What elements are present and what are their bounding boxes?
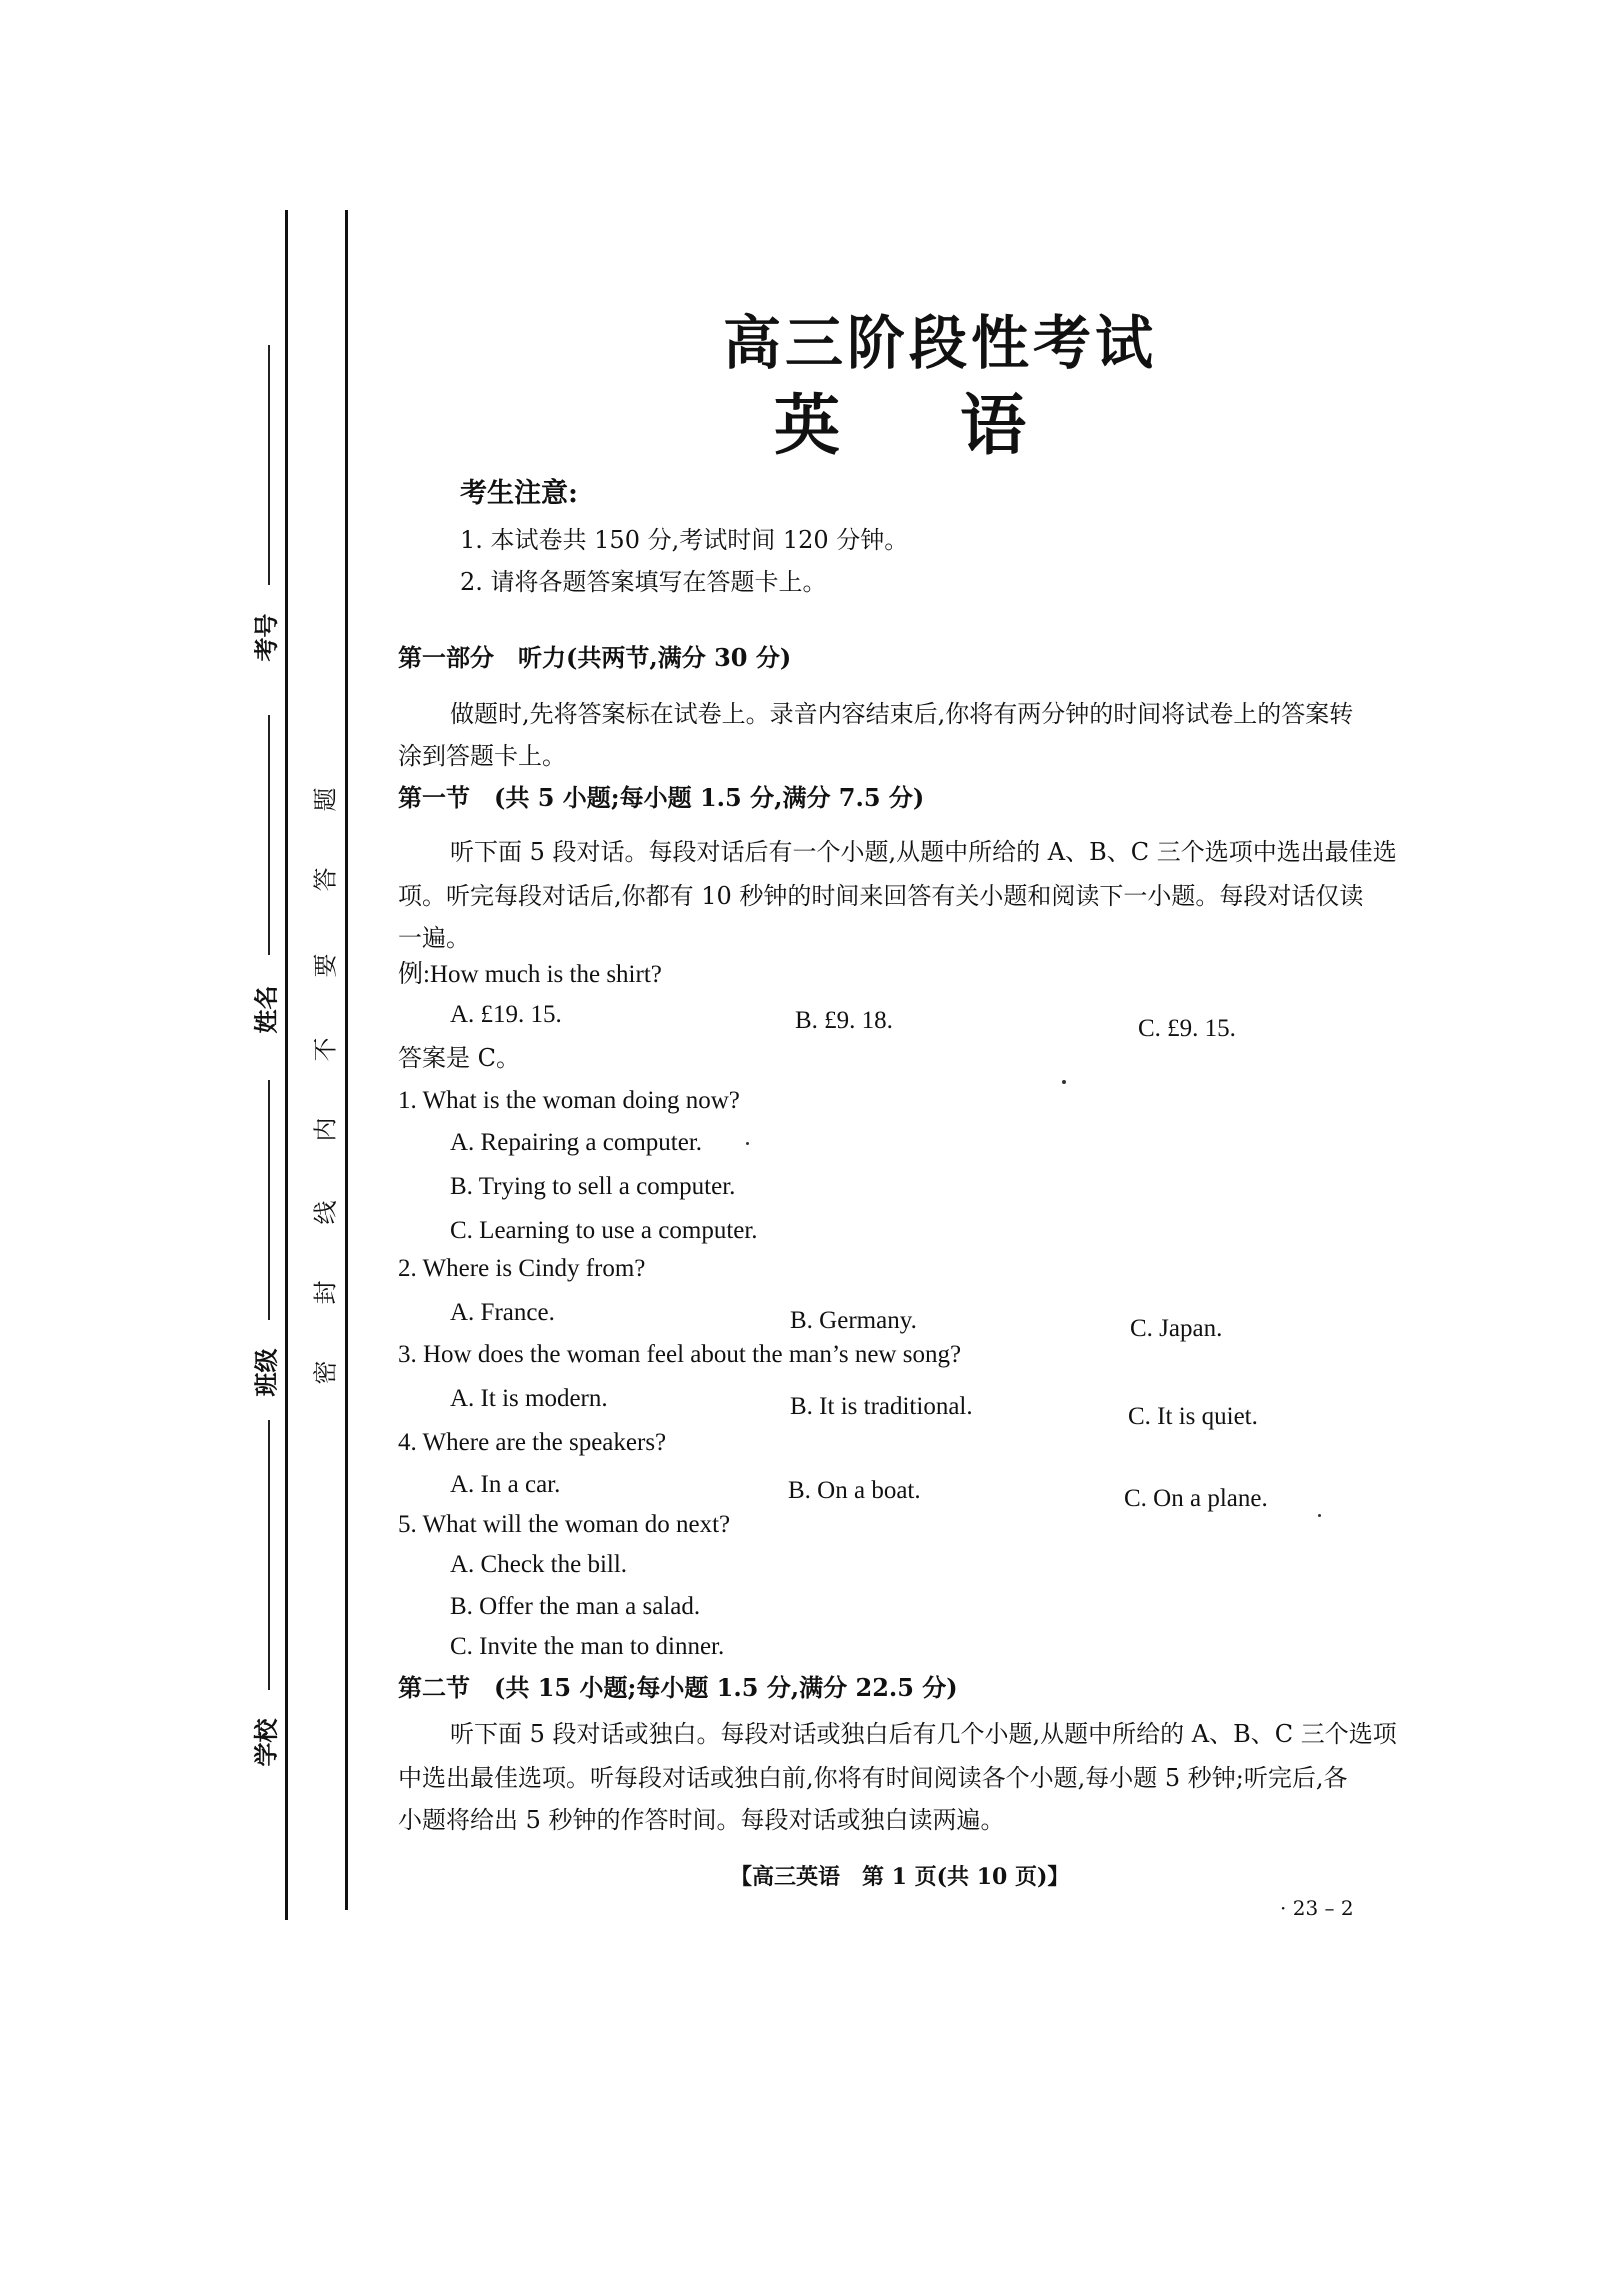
binding-line-outer — [285, 210, 288, 1920]
example-answer: 答案是 C。 — [398, 1044, 520, 1072]
seal-char: 封 — [311, 1280, 340, 1305]
q2-option-b: B. Germany. — [790, 1307, 917, 1334]
q5-option-c: C. Invite the man to dinner. — [450, 1633, 725, 1660]
section2-intro: 中选出最佳选项。听每段对话或独白前,你将有时间阅读各个小题,每小题 5 秒钟;听完后,各 — [398, 1764, 1348, 1792]
q3-option-b: B. It is traditional. — [790, 1393, 973, 1420]
example-option-b: B. £9. 18. — [795, 1007, 893, 1034]
notice-item: 2. 请将各题答案填写在答题卡上。 — [460, 568, 827, 596]
section1-heading: 第一节 (共 5 小题;每小题 1.5 分,满分 7.5 分) — [398, 783, 925, 812]
question-5: 5. What will the woman do next? — [398, 1511, 731, 1538]
scan-speck — [1062, 1080, 1066, 1084]
name-label: 姓名 — [251, 985, 281, 1034]
q2-option-a: A. France. — [450, 1299, 555, 1326]
q5-option-b: B. Offer the man a salad. — [450, 1593, 701, 1620]
exam-number-label: 考号 — [251, 613, 281, 662]
seal-char: 答 — [311, 867, 340, 892]
q4-option-c: C. On a plane. — [1124, 1485, 1268, 1512]
scan-speck — [1318, 1514, 1321, 1517]
question-2: 2. Where is Cindy from? — [398, 1255, 646, 1282]
q2-option-c: C. Japan. — [1130, 1315, 1223, 1342]
example-question: 例:How much is the shirt? — [398, 961, 662, 988]
section1-intro: 听下面 5 段对话。每段对话后有一个小题,从题中所给的 A、B、C 三个选项中选出最佳选 — [450, 838, 1397, 866]
name-underline — [268, 715, 270, 955]
q1-option-c: C. Learning to use a computer. — [450, 1217, 758, 1244]
class-label: 班级 — [251, 1348, 281, 1397]
page-footer: 【高三英语 第 1 页(共 10 页)】 — [730, 1864, 1070, 1890]
section2-intro: 听下面 5 段对话或独白。每段对话或独白后有几个小题,从题中所给的 A、B、C 三个选项 — [450, 1720, 1397, 1748]
part1-intro: 涂到答题卡上。 — [398, 742, 566, 770]
exam-number-underline — [268, 345, 270, 585]
exam-title: 高三阶段性考试 — [722, 309, 1157, 377]
school-label: 学校 — [251, 1718, 281, 1767]
seal-char: 题 — [311, 787, 340, 812]
q5-option-a: A. Check the bill. — [450, 1551, 628, 1578]
document-code: · 23 – 2 — [1280, 1896, 1354, 1920]
seal-char: 不 — [311, 1037, 340, 1062]
subject-title: 英语 — [774, 386, 1146, 464]
class-underline — [268, 1080, 270, 1320]
question-4: 4. Where are the speakers? — [398, 1429, 667, 1456]
q3-option-c: C. It is quiet. — [1128, 1403, 1258, 1430]
q4-option-b: B. On a boat. — [788, 1477, 921, 1504]
scan-speck — [746, 1142, 749, 1145]
seal-char: 要 — [311, 953, 340, 978]
q3-option-a: A. It is modern. — [450, 1385, 608, 1412]
section1-intro: 项。听完每段对话后,你都有 10 秒钟的时间来回答有关小题和阅读下一小题。每段对话仅读 — [398, 882, 1364, 910]
q4-option-a: A. In a car. — [450, 1471, 561, 1498]
section2-intro: 小题将给出 5 秒钟的作答时间。每段对话或独白读两遍。 — [398, 1806, 1005, 1834]
seal-char: 线 — [311, 1200, 340, 1225]
question-1: 1. What is the woman doing now? — [398, 1087, 740, 1114]
example-option-c: C. £9. 15. — [1138, 1015, 1236, 1042]
q1-option-a: A. Repairing a computer. — [450, 1129, 703, 1156]
notice-item: 1. 本试卷共 150 分,考试时间 120 分钟。 — [460, 526, 909, 554]
part1-heading: 第一部分 听力(共两节,满分 30 分) — [398, 643, 792, 672]
part1-intro: 做题时,先将答案标在试卷上。录音内容结束后,你将有两分钟的时间将试卷上的答案转 — [450, 700, 1354, 728]
seal-char: 内 — [311, 1117, 340, 1142]
binding-line-inner — [345, 210, 348, 1910]
section2-heading: 第二节 (共 15 小题;每小题 1.5 分,满分 22.5 分) — [398, 1673, 958, 1702]
school-underline — [268, 1420, 270, 1690]
seal-char: 密 — [311, 1360, 340, 1385]
example-option-a: A. £19. 15. — [450, 1001, 562, 1028]
section1-intro: 一遍。 — [398, 924, 470, 952]
question-3: 3. How does the woman feel about the man’s new song? — [398, 1341, 962, 1368]
q1-option-b: B. Trying to sell a computer. — [450, 1173, 736, 1200]
notice-heading: 考生注意: — [460, 478, 578, 509]
